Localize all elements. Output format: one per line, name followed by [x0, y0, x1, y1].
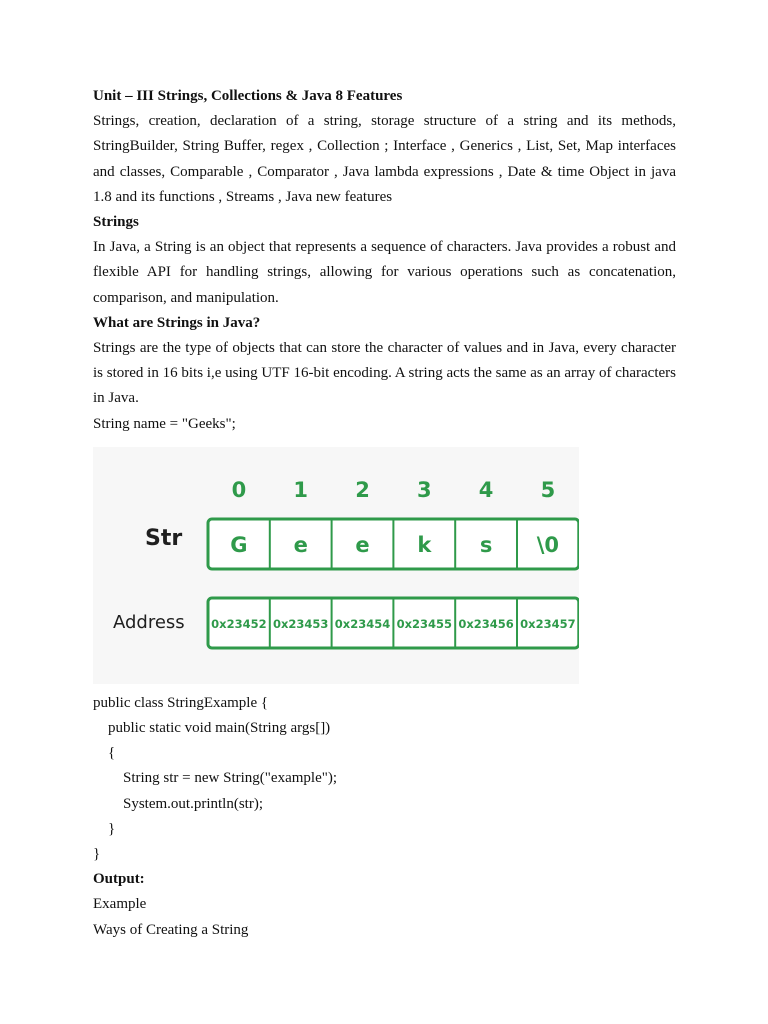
index-label: 5	[540, 477, 556, 502]
ways-of-creating-heading: Ways of Creating a String	[93, 921, 249, 938]
char-cell: G	[230, 532, 248, 557]
what-are-strings-paragraph: Strings are the type of objects that can store the character of values and in Java, every character is stored in 16 bits i,e using UTF 16-bit encoding. A string acts the same as an array of characters in Java.	[93, 340, 676, 407]
unit-heading: Unit – III Strings, Collections & Java 8 Features	[93, 88, 403, 104]
code-line: {	[93, 745, 116, 762]
document-page	[93, 84, 676, 943]
char-cell: e	[293, 532, 308, 557]
strings-heading: Strings	[93, 214, 139, 231]
address-cell: 0x23455	[396, 616, 453, 631]
string-memory-diagram-svg	[93, 447, 579, 684]
char-cell: e	[355, 532, 370, 557]
index-label: 4	[478, 477, 494, 502]
address-cell: 0x23454	[334, 616, 391, 631]
char-cell: s	[479, 532, 493, 557]
address-cell: 0x23452	[211, 616, 267, 631]
strings-intro-paragraph: In Java, a String is an object that represents a sequence of characters. Java provides a robust and flexible API for handling strings, allowing for various operations such as concatenation, comparison, and manipulation.	[93, 239, 676, 306]
address-cell: 0x23456	[458, 616, 514, 631]
what-are-strings-heading: What are Strings in Java?	[93, 314, 261, 331]
code-line: String str = new String("example");	[93, 770, 338, 787]
output-heading: Output:	[93, 871, 145, 888]
code-block	[93, 691, 676, 867]
index-label: 1	[293, 477, 309, 502]
address-cell: 0x23453	[272, 616, 329, 631]
index-label: 3	[416, 477, 432, 502]
string-declaration: String name = "Geeks";	[93, 415, 236, 432]
code-line: System.out.println(str);	[93, 795, 263, 812]
output-value: Example	[93, 896, 147, 913]
address-label: Address	[113, 611, 185, 633]
syllabus-paragraph: Strings, creation, declaration of a string, storage structure of a string and its methods, StringBuilder, String Buffer, regex , Collection ; Interface , Generics , List, Set, Map interfaces and classes, Comparable , Comparator , Java lambda expressions , Date & time Object in java 1.8 and its functions , Streams , Java new features	[93, 113, 676, 205]
code-line: public class StringExample {	[93, 694, 269, 711]
string-memory-diagram	[93, 447, 579, 684]
code-line: public static void main(String args[])	[93, 720, 331, 737]
char-cell: k	[417, 532, 432, 557]
address-cell: 0x23457	[520, 616, 576, 631]
code-line: }	[93, 846, 101, 863]
index-label: 0	[231, 477, 247, 502]
char-cell: \0	[536, 532, 560, 557]
code-line: }	[93, 820, 116, 837]
str-label: Str	[145, 525, 183, 551]
index-label: 2	[355, 477, 370, 502]
